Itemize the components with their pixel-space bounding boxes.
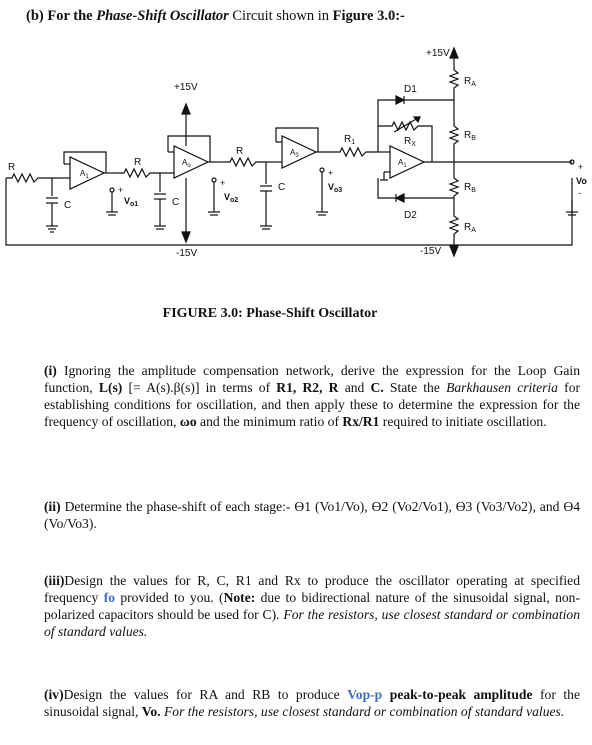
minus-vo: - — [578, 188, 581, 198]
figure-caption: FIGURE 3.0: Phase-Shift Oscillator — [162, 306, 378, 321]
diode-d2 — [396, 194, 404, 202]
resistor-r1 — [334, 148, 378, 156]
heading-figure-ref: Figure 3.0:- — [332, 8, 405, 24]
vo1-label: $V_{o1}$ — [124, 196, 139, 208]
vo-label: Vo — [576, 176, 587, 186]
d2-label: D2 — [404, 210, 417, 221]
c-label-1: C — [64, 200, 72, 211]
ra-label-top: $R_A$ — [464, 76, 476, 88]
plus-vo2: + — [220, 178, 226, 188]
heading-prefix: (b) For the — [26, 8, 97, 24]
c-label-2: C — [172, 197, 180, 208]
r-label-1: R — [134, 157, 142, 168]
r-label-2: R — [236, 146, 244, 157]
question-3: (iii)Design the values for R, C, R1 and Rx to produce the oscillator operating at specified frequency fo provided to you. (Note: due to bidirectional nature of the sinusoidal signal, non-polarized capacitors should be used for C). For the resistors, use closest standard or combination of standard values. — [44, 573, 580, 639]
vo3-label: $V_{o3}$ — [328, 182, 343, 194]
plus-vo3: + — [328, 168, 334, 178]
plus-vo1: + — [118, 185, 124, 195]
a3-label: $A_3$ — [290, 148, 299, 159]
resistor-ra-bottom — [450, 198, 458, 246]
circuit-diagram — [0, 40, 592, 275]
resistor-r-1 — [118, 169, 160, 177]
r1-label: $R_1$ — [344, 134, 356, 146]
vo2-label: $V_{o2}$ — [224, 192, 239, 204]
supply-neg-left: -15V — [176, 248, 198, 259]
question-1: (i) Ignoring the amplitude compensation network, derive the expression for the Loop Gain function, L(s) [= A(s).β(s)] in terms of R1, R2, R and C. State the Barkhausen criteria for establishing conditions for oscillation, and then apply these to determine the expression for the frequency of oscillation, ωo and the minimum ratio of Rx/R1 required to initiate oscillation. — [44, 363, 581, 429]
section-heading — [26, 8, 405, 25]
opamp-a4 — [390, 146, 424, 178]
question-4: (iv)Design the values for RA and RB to produce Vop-p peak-to-peak amplitude for the sinusoidal signal, Vo. For the resistors, use closest standard or combination of standard values. — [44, 687, 580, 719]
supply-pos-right: +15V — [426, 48, 450, 59]
supply-neg-right: -15V — [420, 246, 442, 257]
diode-d1 — [396, 96, 404, 104]
plus-vo: + — [578, 162, 584, 172]
d1-label: D1 — [404, 84, 417, 95]
resistor-ra-top — [450, 70, 458, 100]
rb-label-bottom: $R_B$ — [464, 182, 476, 194]
opamp-a3 — [282, 136, 316, 168]
resistor-rb-top — [450, 100, 458, 162]
rb-label-top: $R_B$ — [464, 130, 476, 142]
resistor-r-2 — [224, 158, 266, 166]
question-2: (ii) Determine the phase-shift of each stage:- ϴ1 (Vo1/Vo), ϴ2 (Vo2/Vo1), ϴ3 (Vo3/Vo2), and ϴ4 (Vo/Vo3). — [44, 499, 580, 531]
supply-pos-left: +15V — [174, 82, 198, 93]
heading-circuit-name: Phase-Shift Oscillator — [96, 8, 229, 24]
opamp-a1 — [70, 157, 104, 189]
resistor-r-input — [6, 174, 58, 182]
c-label-3: C — [278, 182, 286, 193]
a4-label: $A_1$ — [398, 158, 407, 169]
r-input-label: R — [8, 162, 16, 173]
ao-label: $A_o$ — [182, 158, 191, 169]
a1-label: $A_1$ — [80, 169, 89, 180]
rx-label: $R_X$ — [404, 136, 416, 148]
opamp-ao — [174, 146, 208, 178]
resistor-rb-bottom — [450, 162, 458, 198]
feedback-wire — [6, 178, 572, 245]
ra-label-bottom: $R_A$ — [464, 222, 476, 234]
heading-middle: Circuit shown in — [228, 8, 333, 24]
